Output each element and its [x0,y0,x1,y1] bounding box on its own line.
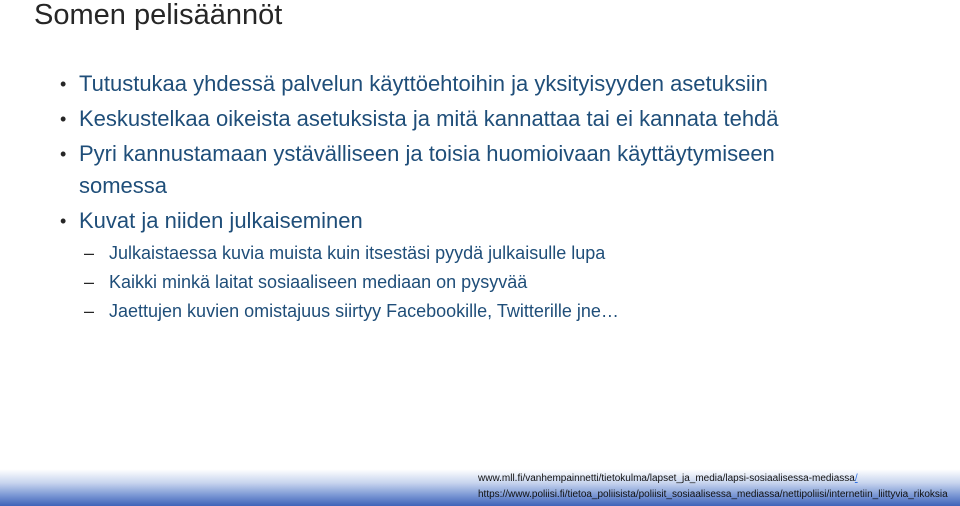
bullet-text: Pyri kannustamaan ystävälliseen ja toisia huomioivaan käyttäytymiseen somessa [79,141,775,198]
source-link-mll-text[interactable]: www.mll.fi/vanhempainnetti/tietokulma/lapset_ja_media/lapsi-sosiaalisessa-mediassa [478,473,855,484]
bullet-text: Kuvat ja niiden julkaiseminen [79,208,363,233]
dash-icon: – [84,272,95,292]
dash-icon: – [84,243,95,263]
sub-bullet-list [79,239,800,326]
sub-bullet-item [79,268,800,297]
bullet-dot-icon: • [60,211,67,231]
source-link-mll-tail[interactable]: / [854,473,858,484]
bullet-text: Tutustukaa yhdessä palvelun käyttöehtoihin ja yksityisyyden asetuksiin [79,71,768,96]
source-link-mll[interactable] [478,473,858,484]
bullet-item [60,68,800,100]
source-link-poliisi[interactable]: https://www.poliisi.fi/tietoa_poliisista/poliisit_sosiaalisessa_mediassa/nettipoliisi/internetiin_liittyvia_rikoksia [478,489,948,500]
sub-bullet-text: Jaettujen kuvien omistajuus siirtyy Facebookille, Twitterille jne… [109,301,619,321]
bullet-item [60,205,800,326]
sub-bullet-item [79,239,800,268]
bullet-item [60,103,800,135]
bullet-dot-icon: • [60,74,67,94]
sub-bullet-text: Julkaistaessa kuvia muista kuin itsestäsi pyydä julkaisulle lupa [109,243,606,263]
slide-title: Somen pelisäännöt [34,0,283,31]
bullet-text: Keskustelkaa oikeista asetuksista ja mitä kannattaa tai ei kannata tehdä [79,106,779,131]
sub-bullet-text: Kaikki minkä laitat sosiaaliseen mediaan on pysyvää [109,272,528,292]
bullet-dot-icon: • [60,144,67,164]
bullet-item [60,138,800,202]
bullet-list [60,68,800,329]
sub-bullet-item [79,297,800,326]
bullet-dot-icon: • [60,109,67,129]
dash-icon: – [84,301,95,321]
